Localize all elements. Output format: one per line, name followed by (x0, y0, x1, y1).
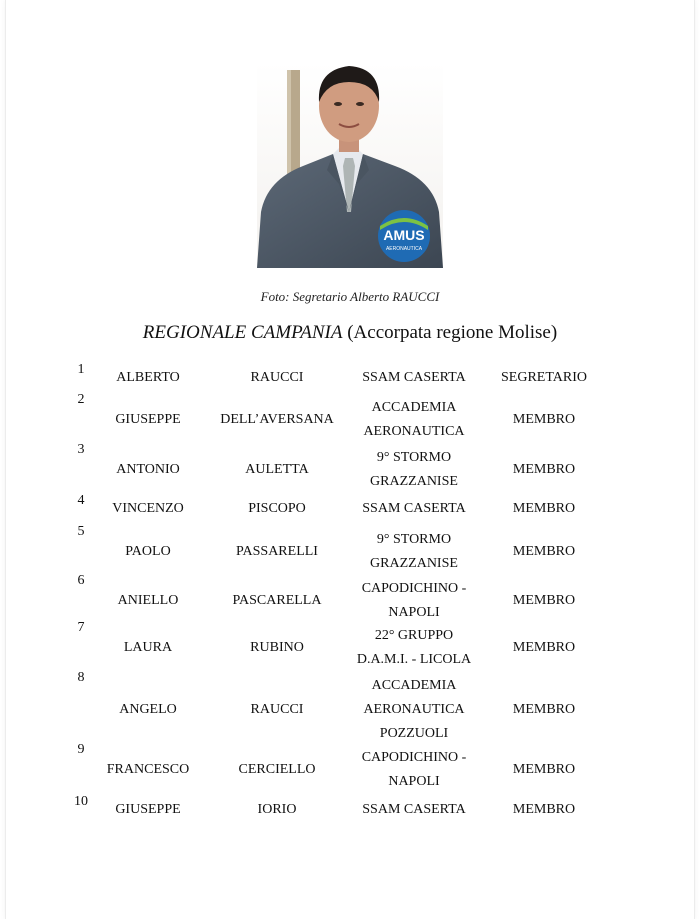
table-row (0, 620, 700, 672)
role: MEMBRO (512, 593, 576, 608)
last-name: PASCARELLA (232, 593, 322, 608)
role: MEMBRO (512, 762, 576, 777)
unit-line: AERONAUTICA (363, 424, 465, 439)
unit-cell (352, 446, 476, 494)
last-name: RAUCCI (250, 370, 304, 385)
table-row (0, 573, 700, 625)
unit-line: SSAM CASERTA (362, 370, 466, 385)
unit-line: D.A.M.I. - LICOLA (356, 652, 472, 667)
last-name: AULETTA (245, 462, 309, 477)
first-name: GIUSEPPE (115, 412, 181, 427)
logo-subtext: AERONAUTICA (385, 246, 423, 252)
unit-line: ACCADEMIA (371, 400, 457, 415)
unit-line: SSAM CASERTA (362, 501, 466, 516)
portrait-photo (257, 62, 443, 268)
role: MEMBRO (512, 462, 576, 477)
row-number: 2 (77, 392, 85, 407)
logo-text: AMUS (383, 227, 425, 243)
last-name: CERCIELLO (238, 762, 316, 777)
unit-line: ACCADEMIA (371, 678, 457, 693)
row-number: 5 (77, 524, 85, 539)
first-name: GIUSEPPE (115, 802, 181, 817)
photo-caption: Foto: Segretario Alberto RAUCCI (260, 289, 440, 304)
row-number: 1 (77, 362, 85, 377)
unit-cell (352, 366, 476, 390)
unit-line: GRAZZANISE (370, 556, 458, 571)
unit-cell (352, 746, 476, 794)
unit-line: CAPODICHINO - (361, 750, 467, 765)
row-number: 6 (77, 573, 85, 588)
last-name: DELL’AVERSANA (220, 412, 334, 427)
unit-line: POZZUOLI (379, 726, 449, 741)
last-name: IORIO (257, 802, 297, 817)
table-row (0, 442, 700, 494)
last-name: PASSARELLI (236, 544, 318, 559)
first-name: ANTONIO (116, 462, 180, 477)
table-row (0, 742, 700, 794)
last-name: RAUCCI (250, 702, 304, 717)
row-number: 8 (77, 670, 85, 685)
unit-line: AERONAUTICA (363, 702, 465, 717)
last-name: PISCOPO (248, 501, 306, 516)
table-row (0, 524, 700, 576)
first-name: ALBERTO (116, 370, 180, 385)
role: MEMBRO (512, 501, 576, 516)
heading-region: REGIONALE CAMPANIA (142, 322, 343, 343)
first-name: ANGELO (119, 702, 177, 717)
unit-line: NAPOLI (388, 605, 440, 620)
unit-cell (352, 577, 476, 625)
row-number: 4 (77, 493, 85, 508)
row-number: 7 (77, 620, 85, 635)
table-row (0, 794, 700, 822)
unit-line: SSAM CASERTA (362, 802, 466, 817)
first-name: VINCENZO (112, 501, 184, 516)
table-row (0, 670, 700, 746)
table-row (0, 392, 700, 444)
unit-line: 22° GRUPPO (374, 628, 454, 643)
unit-cell (352, 624, 476, 672)
table-row (0, 362, 700, 390)
last-name: RUBINO (250, 640, 304, 655)
role: MEMBRO (512, 802, 576, 817)
table-row (0, 493, 700, 521)
role: MEMBRO (512, 640, 576, 655)
portrait-illustration (257, 62, 443, 268)
role: MEMBRO (512, 412, 576, 427)
unit-cell (352, 798, 476, 822)
section-heading (0, 322, 700, 344)
role: MEMBRO (512, 702, 576, 717)
unit-cell (352, 528, 476, 576)
row-number: 9 (77, 742, 85, 757)
unit-line: GRAZZANISE (370, 474, 458, 489)
unit-cell (352, 497, 476, 521)
unit-line: 9° STORMO (376, 532, 452, 547)
unit-line: 9° STORMO (376, 450, 452, 465)
first-name: LAURA (123, 640, 173, 655)
unit-cell (352, 674, 476, 746)
heading-note: (Accorpata regione Molise) (342, 322, 558, 343)
row-number: 10 (74, 794, 88, 809)
role: MEMBRO (512, 544, 576, 559)
unit-line: CAPODICHINO - (361, 581, 467, 596)
first-name: FRANCESCO (106, 762, 190, 777)
role: SEGRETARIO (501, 370, 587, 385)
unit-line: NAPOLI (388, 774, 440, 789)
unit-cell (352, 396, 476, 444)
first-name: ANIELLO (117, 593, 179, 608)
row-number: 3 (77, 442, 85, 457)
first-name: PAOLO (125, 544, 171, 559)
